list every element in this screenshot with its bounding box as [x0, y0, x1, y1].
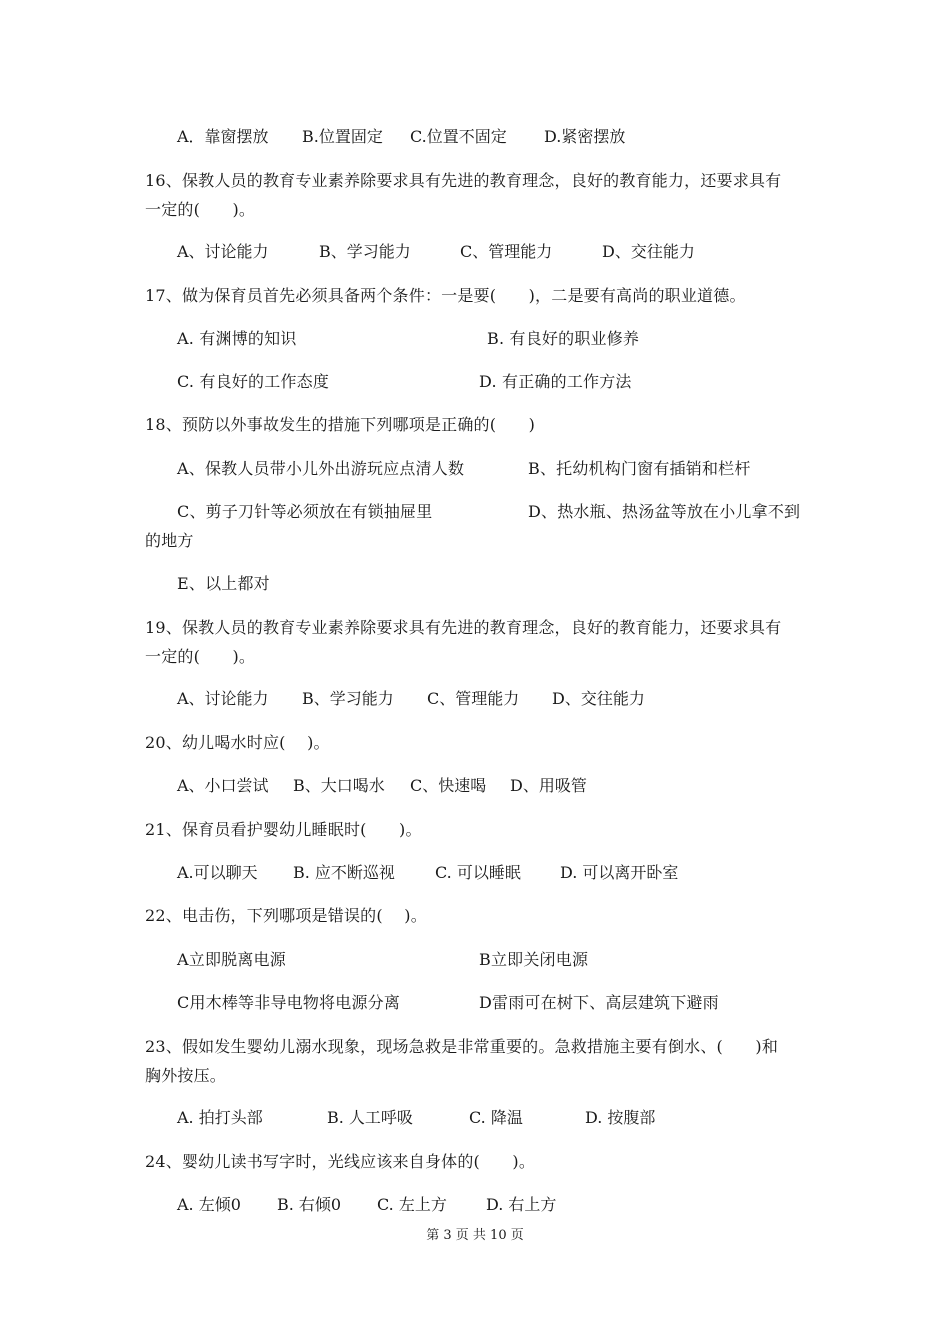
q19-option-d: D、交往能力: [552, 689, 645, 708]
q21-option-b: B. 应不断巡视: [293, 863, 395, 882]
q22-option-d: D雷雨可在树下、高层建筑下避雨: [479, 993, 719, 1012]
q22-option-b: B立即关闭电源: [479, 950, 589, 969]
q19-stem-line2: 一定的( )。: [145, 647, 256, 666]
q16-stem-line2: 一定的( )。: [145, 200, 256, 219]
q15-option-d: D.紧密摆放: [544, 127, 626, 146]
q24-stem: 24、婴幼儿读书写字时，光线应该来自身体的( )。: [145, 1152, 536, 1171]
q21-stem: 21、保育员看护婴幼儿睡眠时( )。: [145, 820, 422, 839]
q20-option-c: C、快速喝: [410, 776, 487, 795]
q23-option-d: D. 按腹部: [585, 1108, 656, 1127]
q15-option-a: A．靠窗摆放: [177, 127, 269, 146]
q17-stem: 17、做为保育员首先必须具备两个条件：一是要( )，二是要有高尚的职业道德。: [145, 286, 746, 305]
q15-option-c: C.位置不固定: [410, 127, 507, 146]
q22-option-c: C用木棒等非导电物将电源分离: [177, 993, 401, 1012]
q21-option-a: A.可以聊天: [177, 863, 258, 882]
q23-stem-line2: 胸外按压。: [145, 1066, 227, 1085]
page-footer: 第 3 页 共 10 页: [426, 1228, 524, 1243]
q23-option-b: B. 人工呼吸: [327, 1108, 413, 1127]
q18-option-e: E、以上都对: [177, 574, 270, 593]
q17-option-b: B. 有良好的职业修养: [487, 329, 640, 348]
q16-option-a: A、讨论能力: [177, 242, 269, 261]
q16-option-d: D、交往能力: [602, 242, 695, 261]
q16-option-c: C、管理能力: [460, 242, 553, 261]
q24-option-b: B. 右倾0: [277, 1195, 342, 1214]
q18-option-c: C、剪子刀针等必须放在有锁抽屉里: [177, 502, 433, 521]
q17-option-c: C. 有良好的工作态度: [177, 372, 330, 391]
q17-option-d: D. 有正确的工作方法: [479, 372, 632, 391]
q19-option-b: B、学习能力: [302, 689, 394, 708]
q16-stem-line1: 16、保教人员的教育专业素养除要求具有先进的教育理念，良好的教育能力，还要求具有: [145, 171, 782, 190]
q20-stem: 20、幼儿喝水时应( )。: [145, 733, 330, 752]
q24-option-d: D. 右上方: [486, 1195, 557, 1214]
q15-option-b: B.位置固定: [302, 127, 383, 146]
q22-option-a: A立即脱离电源: [177, 950, 286, 969]
q16-option-b: B、学习能力: [319, 242, 411, 261]
q18-option-d: D、热水瓶、热汤盆等放在小儿拿不到: [528, 502, 801, 521]
q22-stem: 22、电击伤，下列哪项是错误的( )。: [145, 906, 427, 925]
q24-option-c: C. 左上方: [377, 1195, 447, 1214]
q18-stem: 18、预防以外事故发生的措施下列哪项是正确的( ): [145, 415, 536, 434]
q17-option-a: A. 有渊博的知识: [177, 329, 297, 348]
q20-option-d: D、用吸管: [510, 776, 587, 795]
q21-option-d: D. 可以离开卧室: [560, 863, 679, 882]
q21-option-c: C. 可以睡眠: [435, 863, 521, 882]
q24-option-a: A. 左倾0: [177, 1195, 241, 1214]
q23-stem-line1: 23、假如发生婴幼儿溺水现象，现场急救是非常重要的。急救措施主要有倒水、( )和: [145, 1037, 779, 1056]
q20-option-b: B、大口喝水: [293, 776, 385, 795]
q19-option-c: C、管理能力: [427, 689, 520, 708]
q23-option-a: A. 拍打头部: [177, 1108, 263, 1127]
q18-option-b: B、托幼机构门窗有插销和栏杆: [528, 459, 751, 478]
q20-option-a: A、小口尝试: [177, 776, 269, 795]
q19-option-a: A、讨论能力: [177, 689, 269, 708]
q18-option-d-continued: 的地方: [145, 531, 194, 550]
q19-stem-line1: 19、保教人员的教育专业素养除要求具有先进的教育理念，良好的教育能力，还要求具有: [145, 618, 782, 637]
q18-option-a: A、保教人员带小儿外出游玩应点清人数: [177, 459, 465, 478]
q23-option-c: C. 降温: [469, 1108, 523, 1127]
